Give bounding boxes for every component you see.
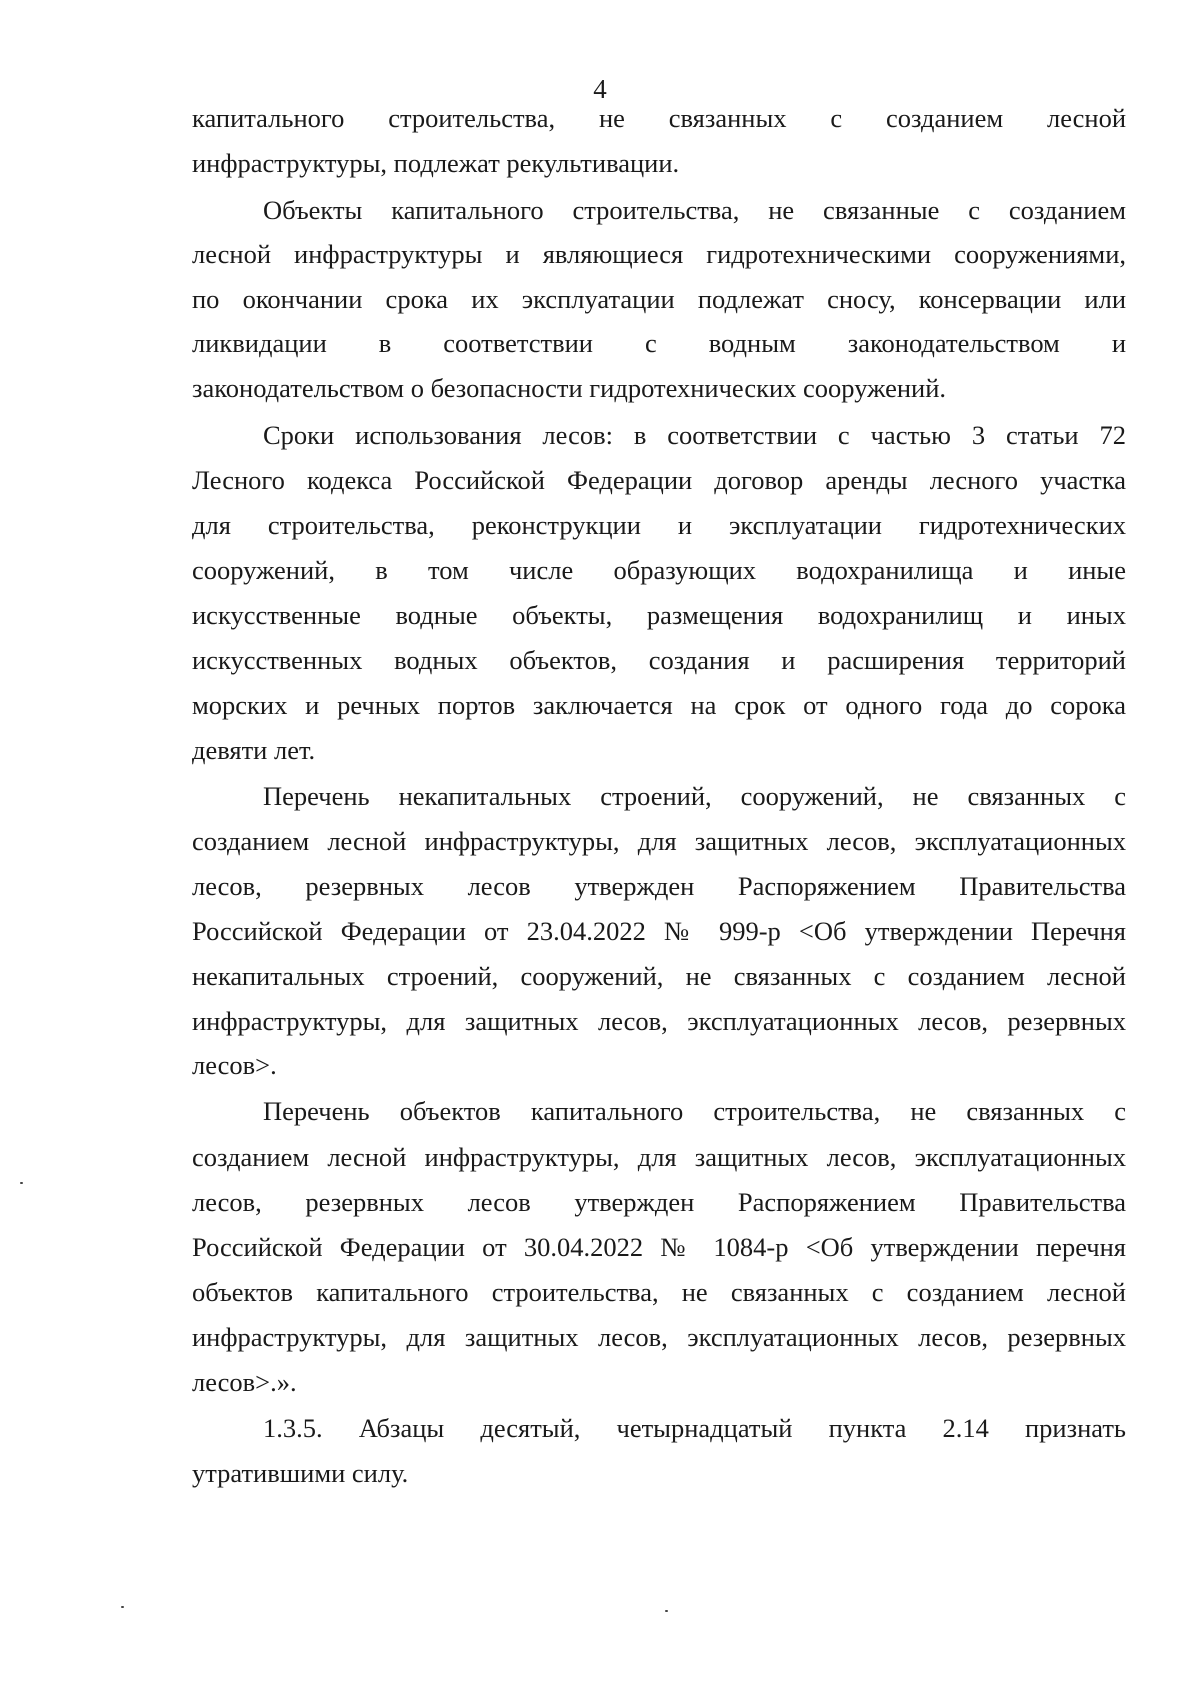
page-number: 4 [593,74,607,104]
text-line: созданием лесной инфраструктуры, для защитных лесов, эксплуатационных [192,826,1126,856]
text-line: для строительства, реконструкции и эксплуатации гидротехнических [192,510,1126,540]
text-line: Российской Федерации от 30.04.2022 № 1084-р <Об утверждении перечня [192,1232,1126,1262]
text-line: морских и речных портов заключается на срок от одного года до сорока [192,690,1126,720]
text-line: искусственных водных объектов, создания и расширения территорий [192,645,1126,675]
text-line: инфраструктуры, подлежат рекультивации. [192,148,680,178]
text-line: лесов>. [192,1050,277,1080]
text-line: лесной инфраструктуры и являющиеся гидротехническими сооружениями, [192,239,1126,269]
text-line: девяти лет. [192,735,316,765]
scan-speck [20,1182,23,1184]
text-line: ликвидации в соответствии с водным законодательством и [192,328,1126,358]
text-line: инфраструктуры, для защитных лесов, эксплуатационных лесов, резервных [192,1322,1126,1352]
text-line: сооружений, в том числе образующих водохранилища и иные [192,555,1126,585]
scan-speck [665,1610,668,1612]
text-line: созданием лесной инфраструктуры, для защитных лесов, эксплуатационных [192,1142,1126,1172]
text-line: Российской Федерации от 23.04.2022 № 999-р <Об утверждении Перечня [192,916,1126,946]
text-line: капитального строительства, не связанных с созданием лесной [192,103,1126,133]
text-line: 1.3.5. Абзацы десятый, четырнадцатый пункта 2.14 признать [263,1413,1126,1443]
text-line: Сроки использования лесов: в соответствии с частью 3 статьи 72 [263,420,1126,450]
text-line: Лесного кодекса Российской Федерации договор аренды лесного участка [192,465,1126,495]
text-line: утратившими силу. [192,1458,409,1488]
text-line: Объекты капитального строительства, не связанные с созданием [263,195,1126,225]
text-line: Перечень объектов капитального строительства, не связанных с [263,1096,1126,1126]
text-line: по окончании срока их эксплуатации подлежат сносу, консервации или [192,284,1126,314]
text-line: некапитальных строений, сооружений, не связанных с созданием лесной [192,961,1126,991]
text-line: инфраструктуры, для защитных лесов, эксплуатационных лесов, резервных [192,1006,1126,1036]
text-line: законодательством о безопасности гидротехнических сооружений. [192,373,946,403]
text-line: лесов, резервных лесов утвержден Распоряжением Правительства [192,1187,1126,1217]
text-line: лесов, резервных лесов утвержден Распоряжением Правительства [192,871,1126,901]
text-line: лесов>.». [192,1367,297,1397]
text-line: Перечень некапитальных строений, сооружений, не связанных с [263,781,1126,811]
text-line: объектов капитального строительства, не связанных с созданием лесной [192,1277,1126,1307]
text-line: искусственные водные объекты, размещения водохранилищ и иных [192,600,1126,630]
scan-speck [121,1606,124,1608]
